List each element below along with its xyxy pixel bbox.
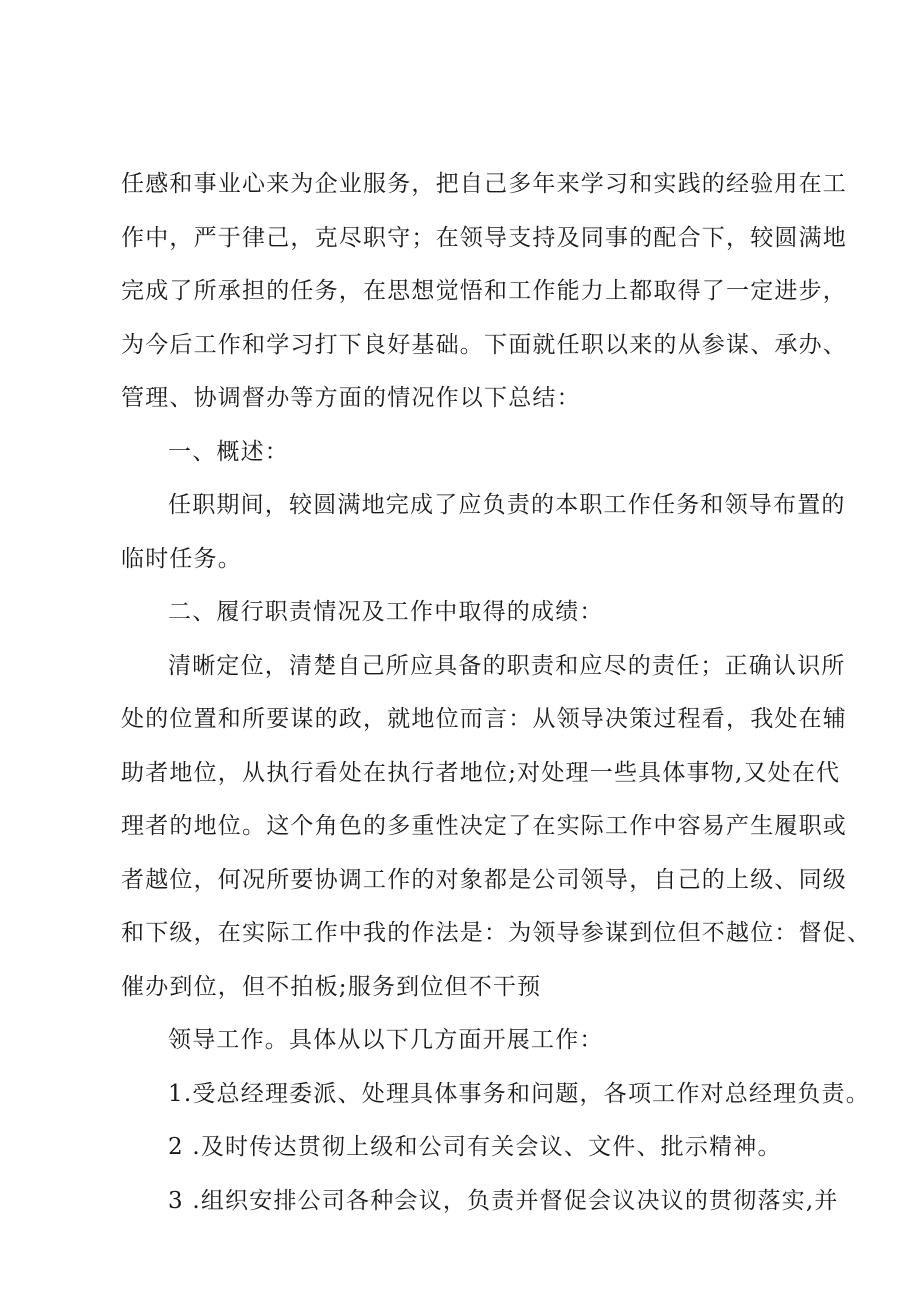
- text-line: 完成了所承担的任务，在思想觉悟和工作能力上都取得了一定进步，: [121, 278, 847, 304]
- text-line: 任感和事业心来为企业服务，把自己多年来学习和实践的经验用在工: [121, 171, 847, 197]
- text-line: 任职期间，较圆满地完成了应负责的本职工作任务和领导布置的: [168, 492, 846, 518]
- document-body: [121, 158, 872, 1228]
- text-line: 临时任务。: [121, 545, 242, 572]
- text-line: 领导工作。具体从以下几方面开展工作：: [168, 1027, 604, 1053]
- text-line: 处的位置和所要谋的政，就地位而言：从领导决策过程看，我处在辅: [121, 706, 847, 732]
- text-line: 二、履行职责情况及工作中取得的成绩：: [168, 599, 604, 625]
- text-line: 3 .组织安排公司各种会议，负责并督促会议决议的贯彻落实,并: [168, 1187, 839, 1214]
- text-line: 和下级，在实际工作中我的作法是：为领导参谋到位但不越位：督促、: [121, 920, 872, 946]
- text-line: 一、概述：: [168, 438, 289, 465]
- text-line: 助者地位，从执行看处在执行者地位;对处理一些具体事物,又处在代: [121, 759, 841, 786]
- text-line: 催办到位，但不拍板;服务到位但不干预: [121, 973, 542, 1000]
- text-line: 2 .及时传达贯彻上级和公司有关会议、文件、批示精神。: [168, 1134, 782, 1160]
- text-line: 为今后工作和学习打下良好基础。下面就任职以来的从参谋、承办、: [121, 331, 847, 358]
- text-line: 理者的地位。这个角色的多重性决定了在实际工作中容易产生履职或: [121, 813, 847, 839]
- text-line: 管理、协调督办等方面的情况作以下总结：: [121, 385, 581, 411]
- text-line: 者越位，何况所要协调工作的对象都是公司领导，自己的上级、同级: [121, 866, 847, 893]
- text-line: 清晰定位，清楚自己所应具备的职责和应尽的责任；正确认识所: [168, 652, 846, 679]
- text-line: 1.受总经理委派、处理具体事务和问题，各项工作对总经理负责。: [168, 1080, 870, 1107]
- text-line: 作中，严于律己，克尽职守；在领导支持及同事的配合下，较圆满地: [121, 224, 847, 251]
